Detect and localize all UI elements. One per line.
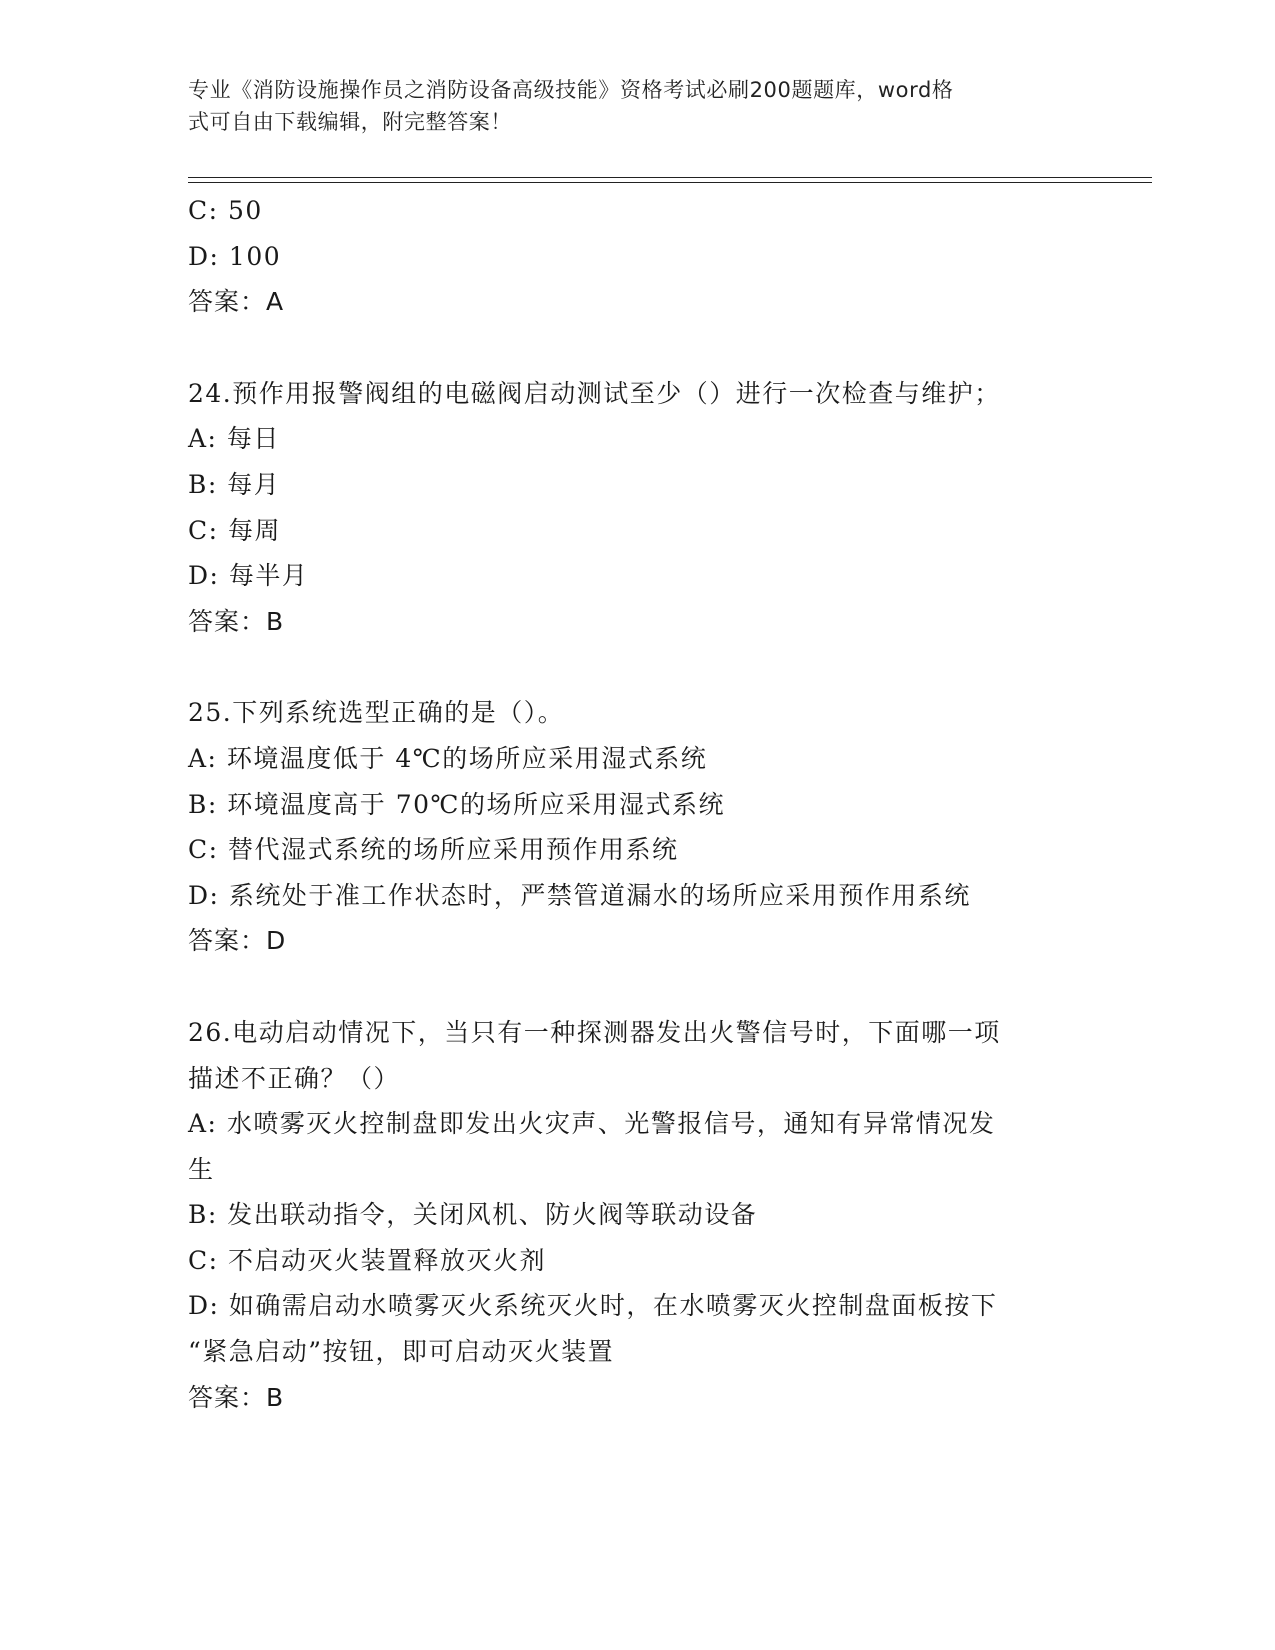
question-stem: 25.下列系统选型正确的是（）。 xyxy=(188,698,565,728)
answer-line: 答案：D xyxy=(188,926,287,956)
question-stem-continued: 描述不正确？（） xyxy=(188,1063,401,1093)
prev-question xyxy=(188,188,1088,325)
header-divider-top xyxy=(188,177,1152,178)
header-line-2: 式可自由下载编辑，附完整答案！ xyxy=(188,110,512,134)
answer-line: 答案：B xyxy=(188,606,285,636)
answer-line: 答案：B xyxy=(188,1382,285,1412)
header-line-1: 专业《消防设施操作员之消防设备高级技能》资格考试必刷200题题库，word格 xyxy=(188,78,954,102)
option-d-continued: “紧急启动”按钮，即可启动灭火装置 xyxy=(188,1337,615,1367)
option-d: D: 100 xyxy=(188,241,282,271)
option-b: B: 发出联动指令，关闭风机、防火阀等联动设备 xyxy=(188,1200,758,1230)
option-a-continued: 生 xyxy=(188,1154,215,1184)
question-25 xyxy=(188,690,1088,964)
option-d: D: 每半月 xyxy=(188,561,309,591)
option-a: A: 水喷雾灭火控制盘即发出火灾声、光警报信号，通知有异常情况发 xyxy=(188,1109,996,1139)
option-d: D: 系统处于准工作状态时，严禁管道漏水的场所应采用预作用系统 xyxy=(188,880,971,910)
header-divider-bottom xyxy=(188,182,1152,183)
question-list xyxy=(188,188,1088,1420)
option-a: A: 环境温度低于 4℃的场所应采用湿式系统 xyxy=(188,743,708,773)
option-b: B: 环境温度高于 70℃的场所应采用湿式系统 xyxy=(188,789,725,819)
question-26 xyxy=(188,1010,1088,1420)
option-a: A: 每日 xyxy=(188,424,280,454)
option-c: C: 50 xyxy=(188,196,263,225)
option-d: D: 如确需启动水喷雾灭火系统灭火时，在水喷雾灭火控制盘面板按下 xyxy=(188,1291,998,1321)
question-24 xyxy=(188,371,1088,645)
option-c: C: 替代湿式系统的场所应采用预作用系统 xyxy=(188,835,679,865)
option-b: B: 每月 xyxy=(188,469,281,499)
question-stem: 24.预作用报警阀组的电磁阀启动测试至少（）进行一次检查与维护； xyxy=(188,378,1001,408)
question-stem: 26.电动启动情况下，当只有一种探测器发出火警信号时，下面哪一项 xyxy=(188,1017,1001,1047)
option-c: C: 不启动灭火装置释放灭火剂 xyxy=(188,1245,546,1275)
document-header xyxy=(188,74,1068,138)
answer-line: 答案：A xyxy=(188,287,285,317)
option-c: C: 每周 xyxy=(188,515,281,545)
